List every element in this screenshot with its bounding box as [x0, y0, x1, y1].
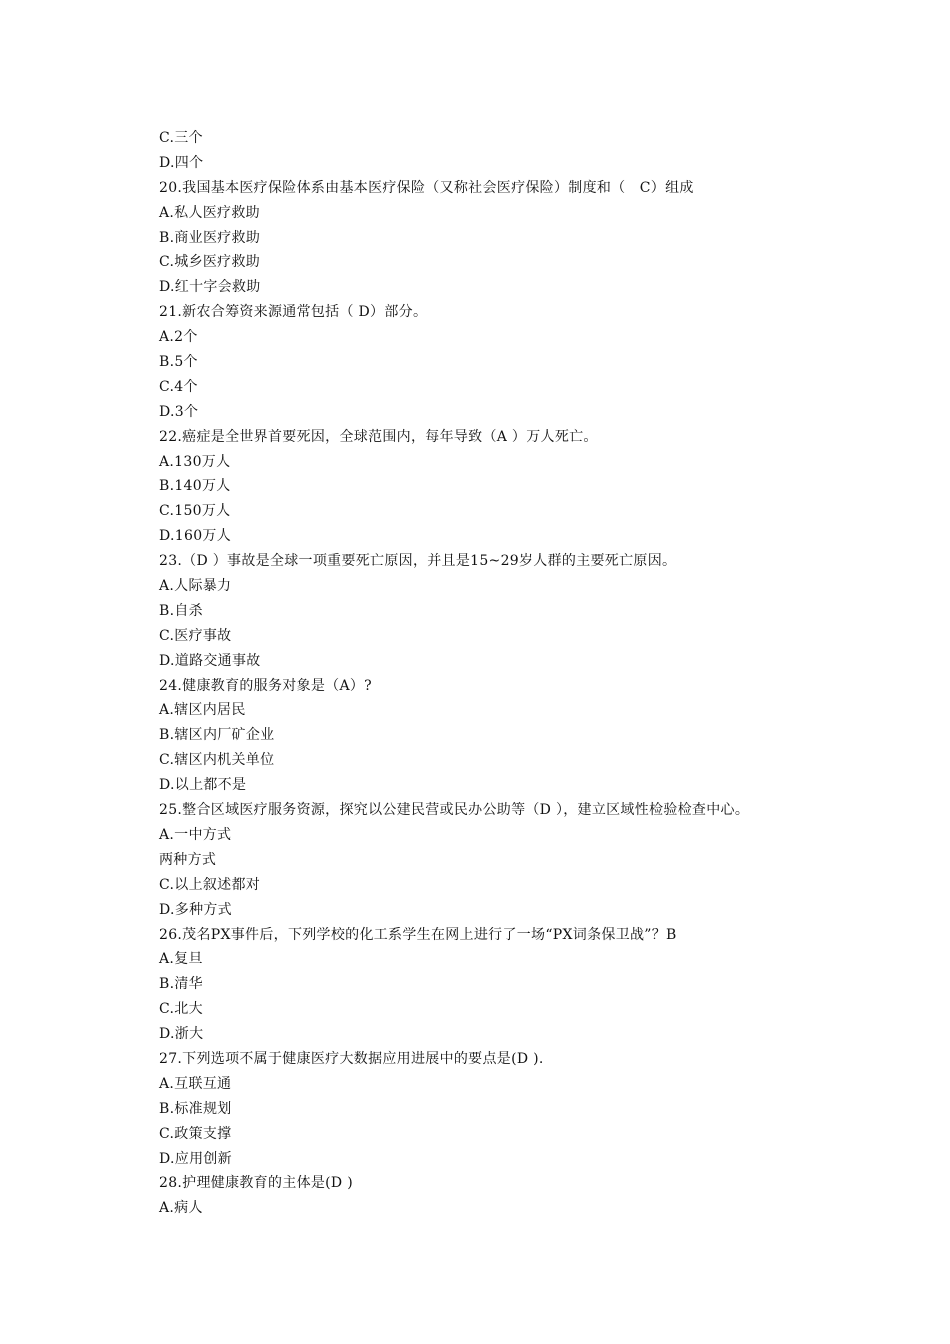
option-line: C.医疗事故: [159, 627, 232, 644]
option-line: A.一中方式: [159, 826, 232, 843]
option-line: A.复旦: [159, 951, 203, 968]
question-26: 26.茂名PX事件后，下列学校的化工系学生在网上进行了一场“PX词条保卫战”？B: [159, 926, 677, 943]
option-line: A.互联互通: [159, 1075, 232, 1092]
question-27: 27.下列选项不属于健康医疗大数据应用进展中的要点是(D ).: [159, 1050, 544, 1067]
option-line: D.3个: [159, 403, 199, 420]
question-22: 22.癌症是全世界首要死因，全球范围内，每年导致（A ）万人死亡。: [159, 428, 598, 445]
question-25: 25.整合区域医疗服务资源，探究以公建民营或民办公助等（D ），建立区域性检验检查中心。: [159, 802, 750, 819]
option-line: D.四个: [159, 154, 204, 171]
question-28: 28.护理健康教育的主体是(D ): [159, 1175, 353, 1192]
option-line: B.自杀: [159, 602, 203, 619]
option-line: B.5个: [159, 354, 198, 371]
question-24: 24.健康教育的服务对象是（A）?: [159, 677, 372, 694]
option-line: A.130万人: [159, 453, 231, 470]
option-line: D.道路交通事故: [159, 652, 261, 669]
option-line: A.人际暴力: [159, 578, 232, 595]
option-line: D.浙大: [159, 1026, 204, 1043]
option-line: A.病人: [159, 1200, 203, 1217]
option-line: D.红十字会救助: [159, 279, 261, 296]
option-line: C.城乡医疗救助: [159, 254, 261, 271]
question-21: 21.新农合筹资来源通常包括（ D）部分。: [159, 304, 428, 321]
question-20: 20.我国基本医疗保险体系由基本医疗保险（又称社会医疗保险）制度和（ C）组成: [159, 179, 694, 196]
option-line: C.150万人: [159, 503, 231, 520]
option-line: A.私人医疗救助: [159, 204, 260, 221]
option-line: B.清华: [159, 976, 203, 993]
document-body: [159, 126, 859, 1221]
option-line: 两种方式: [159, 851, 217, 868]
option-line: C.以上叙述都对: [159, 876, 261, 893]
option-line: D.多种方式: [159, 901, 232, 918]
option-line: C.4个: [159, 378, 198, 395]
option-line: B.辖区内厂矿企业: [159, 727, 275, 744]
option-line: D.以上都不是: [159, 777, 247, 794]
question-23: 23.（D ）事故是全球一项重要死亡原因，并且是15~29岁人群的主要死亡原因。: [159, 553, 677, 570]
option-line: D.160万人: [159, 528, 231, 545]
option-line: D.应用创新: [159, 1150, 232, 1167]
option-line: C.政策支撑: [159, 1125, 232, 1142]
option-line: B.商业医疗救助: [159, 229, 261, 246]
option-line: C.辖区内机关单位: [159, 752, 275, 769]
option-line: A.2个: [159, 329, 198, 346]
option-line: A.辖区内居民: [159, 702, 246, 719]
option-line: B.140万人: [159, 478, 231, 495]
option-line: C.三个: [159, 130, 203, 146]
option-line: C.北大: [159, 1001, 203, 1018]
option-line: B.标准规划: [159, 1100, 232, 1117]
